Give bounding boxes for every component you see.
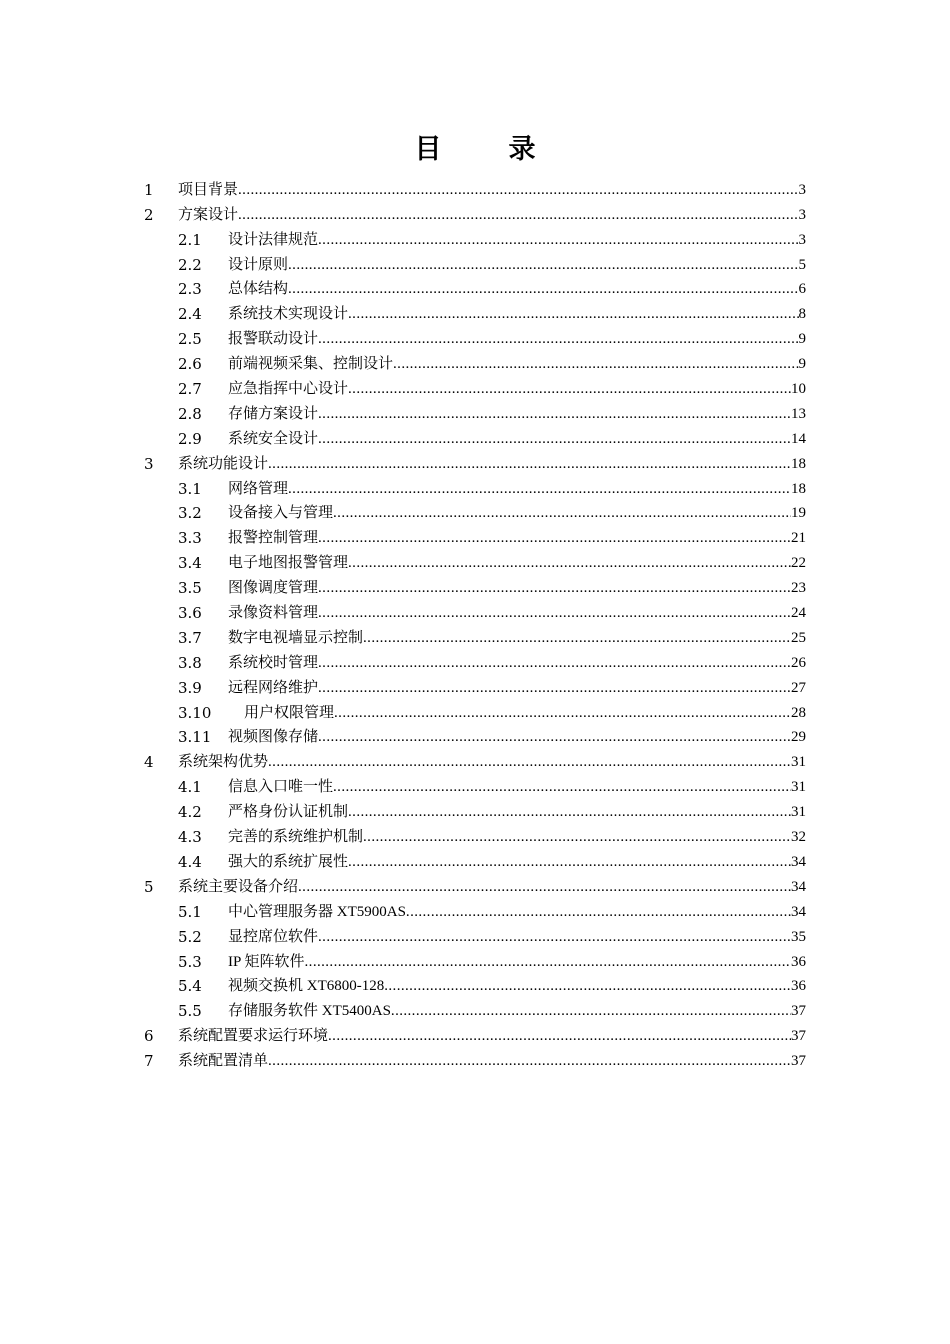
- toc-entry[interactable]: [144, 722, 806, 747]
- toc-entry-number: 3.11: [178, 728, 212, 747]
- toc-dot-leader: [393, 355, 798, 373]
- toc-dot-leader: [318, 405, 791, 423]
- toc-dot-leader: [305, 953, 791, 971]
- toc-dot-leader: [238, 181, 798, 199]
- toc-entry-title: 存储方案设计: [228, 405, 319, 422]
- toc-entry[interactable]: [144, 796, 806, 821]
- toc-entry-number: 3.3: [178, 529, 202, 548]
- toc-dot-leader: [238, 206, 798, 224]
- toc-dot-leader: [268, 455, 791, 473]
- toc-entry-title: 系统配置清单: [178, 1053, 269, 1070]
- toc-entry-title: 电子地图报警管理: [228, 555, 349, 572]
- toc-entry[interactable]: [144, 398, 806, 423]
- toc-dot-leader: [406, 903, 791, 921]
- toc-entry-title: 系统功能设计: [178, 455, 269, 472]
- toc-dot-leader: [318, 928, 791, 946]
- toc-entry[interactable]: [144, 547, 806, 572]
- toc-entry-title: 系统校时管理: [228, 654, 319, 671]
- toc-entry[interactable]: [144, 199, 806, 224]
- toc-entry-number: 3.5: [178, 579, 202, 598]
- toc-entry[interactable]: [144, 672, 806, 697]
- toc-entry-page-number: 31: [791, 779, 806, 796]
- toc-entry[interactable]: [144, 298, 806, 323]
- toc-dot-leader: [268, 1052, 791, 1070]
- toc-entry-title: 强大的系统扩展性: [228, 853, 349, 870]
- toc-dot-leader: [334, 704, 791, 722]
- toc-entry-page-number: 3: [798, 231, 806, 248]
- toc-entry[interactable]: [144, 921, 806, 946]
- toc-dot-leader: [348, 853, 791, 871]
- toc-entry-title: 用户权限管理: [244, 704, 335, 721]
- toc-entry[interactable]: [144, 971, 806, 996]
- toc-entry[interactable]: [144, 423, 806, 448]
- toc-entry[interactable]: [144, 896, 806, 921]
- toc-entry-title: 图像调度管理: [228, 580, 319, 597]
- toc-entry-title: 方案设计: [178, 206, 239, 223]
- toc-dot-leader: [288, 480, 791, 498]
- toc-entry-page-number: 36: [791, 978, 806, 995]
- toc-entry-title: 报警控制管理: [228, 530, 319, 547]
- toc-entry-page-number: 19: [791, 505, 806, 522]
- toc-entry-number: 4.3: [178, 828, 202, 847]
- toc-dot-leader: [318, 529, 791, 547]
- toc-entry-page-number: 21: [791, 530, 806, 547]
- toc-dot-leader: [268, 753, 791, 771]
- toc-entry-page-number: 37: [791, 1053, 806, 1070]
- toc-entry-number: 1: [144, 180, 154, 199]
- toc-entry-page-number: 24: [791, 605, 806, 622]
- toc-entry-page-number: 34: [791, 878, 806, 895]
- toc-entry-title: 中心管理服务器 XT5900AS: [228, 903, 406, 920]
- toc-entry[interactable]: [144, 946, 806, 971]
- toc-entry-title: 总体结构: [228, 281, 289, 298]
- toc-dot-leader: [288, 280, 798, 298]
- page-title: 目 录: [414, 134, 556, 165]
- toc-dot-leader: [363, 629, 791, 647]
- toc-entry-title: 信息入口唯一性: [228, 779, 334, 796]
- toc-entry[interactable]: [144, 846, 806, 871]
- toc-entry-page-number: 37: [791, 1003, 806, 1020]
- toc-entry-page-number: 18: [791, 455, 806, 472]
- toc-entry-title: 显控席位软件: [228, 928, 319, 945]
- toc-entry-page-number: 27: [791, 679, 806, 696]
- toc-entry-page-number: 29: [791, 729, 806, 746]
- toc-entry-page-number: 6: [798, 281, 806, 298]
- toc-entry-page-number: 34: [791, 853, 806, 870]
- toc-entry[interactable]: [144, 771, 806, 796]
- toc-dot-leader: [318, 604, 791, 622]
- toc-entry-title: 前端视频采集、控制设计: [228, 356, 394, 373]
- toc-entry-title: 网络管理: [228, 480, 289, 497]
- toc-entry-page-number: 13: [791, 405, 806, 422]
- toc-entry[interactable]: [144, 821, 806, 846]
- toc-entry-number: 5.3: [178, 952, 202, 971]
- toc-dot-leader: [298, 878, 791, 896]
- toc-entry[interactable]: [144, 522, 806, 547]
- toc-entry-title: 设计法律规范: [228, 231, 319, 248]
- toc-entry-number: 4.1: [178, 778, 202, 797]
- toc-entry-number: 5.5: [178, 1002, 202, 1021]
- toc-entry-page-number: 22: [791, 555, 806, 572]
- toc-entry-number: 3: [144, 454, 154, 473]
- toc-entry[interactable]: [144, 1045, 806, 1070]
- toc-entry[interactable]: [144, 274, 806, 299]
- toc-entry-number: 5.1: [178, 902, 202, 921]
- toc-dot-leader: [318, 654, 791, 672]
- toc-entry[interactable]: [144, 647, 806, 672]
- toc-entry[interactable]: [144, 448, 806, 473]
- toc-entry-page-number: 5: [798, 256, 806, 273]
- toc-entry-title: 存储服务软件 XT5400AS: [228, 1003, 391, 1020]
- toc-entry-number: 2.3: [178, 280, 202, 299]
- toc-entry-title: 系统主要设备介绍: [178, 878, 299, 895]
- toc-entry-title: 设计原则: [228, 256, 289, 273]
- toc-entry-page-number: 31: [791, 754, 806, 771]
- toc-dot-leader: [348, 305, 798, 323]
- toc-entry-number: 6: [144, 1027, 154, 1046]
- toc-entry-title: 视频交换机 XT6800-128: [228, 978, 385, 995]
- toc-entry-title: 项目背景: [178, 181, 239, 198]
- toc-entry-page-number: 9: [798, 331, 806, 348]
- toc-entry[interactable]: [144, 746, 806, 771]
- toc-entry-number: 3.10: [178, 703, 212, 722]
- toc-dot-leader: [348, 803, 791, 821]
- toc-entry-number: 2.2: [178, 255, 202, 274]
- toc-entry-title: 设备接入与管理: [228, 505, 334, 522]
- toc-dot-leader: [333, 778, 791, 796]
- toc-entry-number: 3.6: [178, 604, 202, 623]
- toc-entry[interactable]: [144, 1020, 806, 1045]
- toc-dot-leader: [318, 430, 791, 448]
- toc-entry[interactable]: [144, 473, 806, 498]
- toc-entry-page-number: 34: [791, 903, 806, 920]
- toc-entry-number: 2: [144, 205, 154, 224]
- toc-entry[interactable]: [144, 498, 806, 523]
- toc-entry-title: 严格身份认证机制: [228, 804, 349, 821]
- toc-entry[interactable]: [144, 622, 806, 647]
- toc-entry-number: 5.4: [178, 977, 202, 996]
- toc-entry-page-number: 31: [791, 804, 806, 821]
- toc-entry-page-number: 3: [798, 206, 806, 223]
- toc-dot-leader: [328, 1027, 791, 1045]
- toc-entry-page-number: 10: [791, 381, 806, 398]
- toc-entry-page-number: 23: [791, 580, 806, 597]
- toc-dot-leader: [318, 728, 791, 746]
- toc-entry-page-number: 32: [791, 829, 806, 846]
- toc-entry-page-number: 35: [791, 928, 806, 945]
- toc-entry-title: 应急指挥中心设计: [228, 381, 349, 398]
- toc-entry[interactable]: [144, 697, 806, 722]
- toc-dot-leader: [391, 1002, 791, 1020]
- toc-entry[interactable]: [144, 323, 806, 348]
- toc-entry-page-number: 8: [798, 306, 806, 323]
- toc-dot-leader: [318, 679, 791, 697]
- toc-entry-number: 3.2: [178, 504, 202, 523]
- toc-entry-page-number: 25: [791, 629, 806, 646]
- toc-entry-number: 7: [144, 1052, 154, 1071]
- toc-dot-leader: [288, 256, 798, 274]
- toc-entry-number: 2.7: [178, 380, 202, 399]
- toc-entry-page-number: 18: [791, 480, 806, 497]
- toc-entry[interactable]: [144, 249, 806, 274]
- toc-entry-number: 5.2: [178, 927, 202, 946]
- toc-entry-number: 2.8: [178, 404, 202, 423]
- toc-dot-leader: [348, 380, 791, 398]
- toc-entry-number: 5: [144, 877, 154, 896]
- toc-entry-page-number: 9: [798, 356, 806, 373]
- table-of-contents: [144, 174, 806, 1070]
- toc-entry-number: 3.1: [178, 479, 202, 498]
- toc-entry-title: 系统技术实现设计: [228, 306, 349, 323]
- toc-entry[interactable]: [144, 572, 806, 597]
- toc-entry-title: 录像资料管理: [228, 605, 319, 622]
- toc-entry-title: 远程网络维护: [228, 679, 319, 696]
- toc-entry[interactable]: [144, 174, 806, 199]
- toc-entry-title: 视频图像存储: [228, 729, 319, 746]
- toc-dot-leader: [333, 504, 791, 522]
- toc-entry[interactable]: [144, 373, 806, 398]
- toc-entry-number: 3.7: [178, 628, 202, 647]
- toc-entry-number: 3.8: [178, 653, 202, 672]
- toc-entry-page-number: 26: [791, 654, 806, 671]
- toc-entry-number: 2.6: [178, 355, 202, 374]
- toc-dot-leader: [318, 231, 798, 249]
- toc-entry-title: IP 矩阵软件: [228, 953, 305, 970]
- toc-entry-page-number: 36: [791, 953, 806, 970]
- toc-entry-title: 系统架构优势: [178, 754, 269, 771]
- toc-entry-number: 4.2: [178, 803, 202, 822]
- toc-entry[interactable]: [144, 871, 806, 896]
- toc-entry-number: 3.4: [178, 554, 202, 573]
- toc-entry-page-number: 3: [798, 181, 806, 198]
- toc-entry[interactable]: [144, 224, 806, 249]
- toc-entry-number: 2.4: [178, 305, 202, 324]
- toc-dot-leader: [384, 977, 791, 995]
- toc-entry[interactable]: [144, 995, 806, 1020]
- toc-dot-leader: [318, 330, 798, 348]
- toc-entry-number: 2.5: [178, 330, 202, 349]
- toc-dot-leader: [363, 828, 791, 846]
- toc-entry-number: 2.1: [178, 230, 202, 249]
- toc-entry-number: 4: [144, 753, 154, 772]
- toc-dot-leader: [318, 579, 791, 597]
- toc-entry[interactable]: [144, 348, 806, 373]
- toc-entry-number: 2.9: [178, 429, 202, 448]
- toc-entry-number: 4.4: [178, 852, 202, 871]
- toc-entry-title: 系统安全设计: [228, 430, 319, 447]
- toc-entry-title: 系统配置要求运行环境: [178, 1028, 329, 1045]
- toc-entry-number: 3.9: [178, 678, 202, 697]
- toc-entry-title: 数字电视墙显示控制: [228, 629, 364, 646]
- toc-entry-title: 完善的系统维护机制: [228, 829, 364, 846]
- toc-entry[interactable]: [144, 597, 806, 622]
- toc-entry-page-number: 14: [791, 430, 806, 447]
- toc-entry-page-number: 37: [791, 1028, 806, 1045]
- toc-entry-page-number: 28: [791, 704, 806, 721]
- toc-dot-leader: [348, 554, 791, 572]
- toc-entry-title: 报警联动设计: [228, 331, 319, 348]
